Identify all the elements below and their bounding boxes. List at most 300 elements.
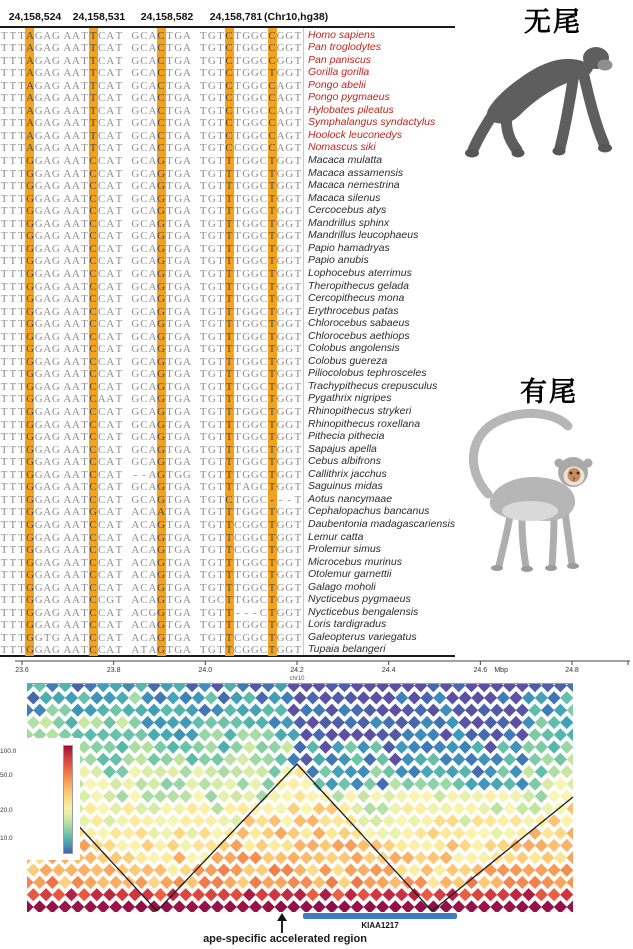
sequence-block: T T TGGTG [0,631,60,644]
alignment-row [0,342,460,355]
species-name: Theropithecus gelada [308,279,409,292]
sequence-block: ATAGTGA [131,644,191,657]
species-name: Daubentonia madagascariensis [308,517,456,530]
colorbar-tick-label: 10.0 [0,835,13,842]
svg-text:24.8: 24.8 [565,667,579,674]
sequence-block: AAT CCAT [63,431,123,444]
sequence-block: GCAC TGA [131,29,191,42]
species-name: Pongo pygmaeus [308,91,390,104]
sequence-block: AAT CCAT [63,443,123,456]
chimpanzee-illustration [447,28,632,168]
alignment-row [0,480,460,493]
sequence-block: AAT CCAT [63,343,123,356]
region-arrow-stem [281,920,283,933]
species-name: Homo sapiens [308,28,376,41]
sequence-block: TGT T - - - C TGGT [199,606,302,619]
sequence-block: AAT CCAT [63,242,123,255]
alignment-row [0,267,460,280]
sequence-block: T T TAGAG [0,42,60,55]
sequence-block: GCAGTGA [131,380,191,393]
sequence-block: AAT CCAT [63,180,123,193]
sequence-block: TGT T TGGC TGGT [199,255,302,268]
sequence-block: AAT CCAT [63,481,123,494]
alignment-row [0,380,460,393]
position-label-2: 24,158,531 [72,11,126,23]
sequence-block: AAT T CAT [63,79,123,92]
sequence-block: AAT CCAT [63,167,123,180]
species-name: Galeopterus variegatus [308,630,417,643]
species-name: Hoolock leuconedys [308,128,402,141]
sequence-block: AAT T CAT [63,129,123,142]
sequence-block: T T TGGAG [0,280,60,293]
position-label-4: 24,158,781 [209,11,263,23]
sequence-block: T T TGGAG [0,393,60,406]
sequence-block: AAT CCAT [63,355,123,368]
sequence-block: T T TAGAG [0,104,60,117]
species-name: Saguinus midas [308,480,383,493]
sequence-block: TGT T TGGC TGGT [199,305,302,318]
sequence-block: TGT C TGGC TGGT [199,67,302,80]
species-name: Rhinopithecus strykeri [308,405,412,417]
sequence-block: TGT T TGGC TGGT [199,293,302,306]
sequence-block: ACAGTGA [131,544,191,557]
alignment-row [0,292,460,305]
sequence-block: AAT CCAT [63,380,123,393]
sequence-block: AAT CCAT [63,556,123,569]
alignment-row [0,91,460,104]
sequence-block: TGT T TGGC TGGT [199,355,302,368]
alignment-row [0,443,460,456]
sequence-block: T T TGGAG [0,518,60,531]
sequence-block: GCAGTGA [131,393,191,406]
position-label-1: 24,158,524 [8,11,62,23]
species-name: Cercopithecus mona [308,292,405,305]
group-label-tailless: 无尾 [524,7,582,37]
colorbar-tick-label: 100.0 [0,748,17,755]
sequence-block: ACAGTGA [131,569,191,582]
sequence-block: TGT C TGGCCAGT [199,129,302,142]
heatmap-cells [27,683,573,912]
sequence-block: AAT CCAT [63,255,123,268]
sequence-block: T T TGGAG [0,619,60,632]
sequence-block: T T TAGAG [0,117,60,130]
sequence-block: GCAC TGA [131,42,191,55]
svg-text:24.0: 24.0 [198,667,213,674]
sequence-block: GCAC TGA [131,104,191,117]
species-name: Mandrillus sphinx [308,216,390,229]
sequence-block: T T TGGAG [0,330,60,343]
sequence-block: T T TAGAG [0,129,60,142]
sequence-block: TGT T TGGC TGGT [199,569,302,582]
sequence-block: T T TGGAG [0,167,60,180]
alignment-row [0,606,460,619]
sequence-block: GCAGTGA [131,406,191,418]
sequence-block: TGT T CGGC TGGT [199,644,302,657]
alignment-row [0,505,460,518]
species-name: Colobus angolensis [308,342,400,355]
species-name: Macaca silenus [308,191,381,204]
sequence-block: GCAGTGA [131,368,191,381]
sequence-block: GCAC TGA [131,129,191,142]
sequence-block: T T TAGAG [0,79,60,92]
sequence-block: GCAGTGA [131,180,191,193]
species-name: Colobus guereza [308,354,388,367]
sequence-block: T T TAGAG [0,92,60,105]
sequence-block: TGT T TGGC TGGT [199,343,302,356]
alignment-row [0,593,460,606]
sequence-block: T T TGGAG [0,230,60,243]
sequence-block: T T TGGAG [0,305,60,318]
alignment-row [0,405,460,418]
sequence-block: TGT C TGGCCAGT [199,92,302,105]
sequence-block: ACAGTGA [131,581,191,594]
species-name: Hylobates pileatus [308,103,394,116]
species-name: Cercocebus atys [308,204,387,217]
sequence-block: T T TGGAG [0,443,60,456]
alignment-row [0,317,460,330]
sequence-block: AAT CCAT [63,619,123,632]
gene-label: KIAA1217 [361,921,399,930]
species-name: Microcebus murinus [308,555,402,568]
sequence-block: AAT CCAT [63,230,123,243]
species-name: Cephalopachus bancanus [308,505,430,518]
region-label: ape-specific accelerated region [203,933,367,945]
sequence-block: T T TGGAG [0,205,60,218]
sequence-block: TGT C TGGCCAGT [199,79,302,92]
alignment-row [0,330,460,343]
species-name: Tupaia belangeri [308,643,386,656]
sequence-block: T T TGGAG [0,180,60,193]
sequence-block: TGT C TGGCCGGT [199,54,302,67]
sequence-block: TGT T TGGC TGGT [199,155,302,167]
sequence-block: TGT T TGGC TGGT [199,619,302,632]
sequence-block: T T TGGAG [0,468,60,481]
colorbar-panel [0,738,80,860]
species-name: Callithrix jacchus [308,467,387,480]
sequence-block: TGC T TGGC TGGT [199,594,302,607]
alignment-row [0,254,460,267]
species-name: Pongo abelii [308,78,366,91]
sequence-block: AAT CCAT [63,544,123,557]
sequence-block: AAT CCAT [63,305,123,318]
sequence-block: T T TGGAG [0,418,60,431]
alignment-row [0,29,460,42]
genome-axis [0,656,633,682]
sequence-block: T T TGGAG [0,242,60,255]
sequence-block: AAT CCAT [63,418,123,431]
species-name: Trachypithecus crepusculus [308,379,438,392]
sequence-block: TGT T CGGC TGGT [199,631,302,644]
alignment-row [0,367,460,380]
sequence-block: AAT CCAT [63,518,123,531]
sequence-block: GCAGTGA [131,205,191,218]
alignment-row [0,430,460,443]
alignment-row [0,79,460,92]
sequence-block: T T TGGAG [0,594,60,607]
sequence-block: T T TGGAG [0,644,60,657]
sequence-block: GCAGTGA [131,255,191,268]
sequence-block: AAT CCAT [63,468,123,481]
sequence-block: T T TGGAG [0,456,60,469]
sequence-block: ACAGTGA [131,518,191,531]
alignment-row [0,493,460,506]
species-name: Chlorocebus aethiops [308,329,410,342]
species-name: Otolemur garnettii [308,568,392,581]
sequence-block: TGT T TGGC TGGT [199,180,302,193]
sequence-block: T T TGGAG [0,406,60,418]
sequence-block: TGT T TGGC TGGT [199,330,302,343]
species-name: Pan troglodytes [308,41,381,54]
sequence-block: GCAGTGA [131,217,191,230]
monkey-illustration [452,402,627,584]
sequence-block: AAT CCAT [63,217,123,230]
sequence-block: T T TGGAG [0,569,60,582]
sequence-block: ACAGTGA [131,556,191,569]
sequence-block: ACAATGA [131,506,191,519]
sequence-block: AAT CCAT [63,606,123,619]
alignment-row [0,116,460,129]
sequence-block: TGT T TGGC TGGT [199,406,302,418]
sequence-block: TGT T TAGC TGGT [199,481,302,494]
species-name: Macaca nemestrina [308,179,400,192]
sequence-block: GCAGTGA [131,167,191,180]
species-name: Lemur catta [308,530,364,543]
sequence-block: GCAGTGA [131,192,191,205]
sequence-block: T T TGGAG [0,556,60,569]
alignment-row [0,455,460,468]
sequence-block: AAT CCAT [63,644,123,657]
sequence-block: AAT CCAT [63,280,123,293]
alignment-row [0,581,460,594]
sequence-block: AAT CCAT [63,155,123,167]
position-label-3: 24,158,582 [140,11,194,23]
sequence-block: TGT C TGGCCAGT [199,104,302,117]
sequence-block: GCAGTGA [131,443,191,456]
sequence-block: TGT T TGGC TGGT [199,443,302,456]
sequence-block: GCAGTGA [131,293,191,306]
species-name: Pithecia pithecia [308,430,385,443]
svg-text:24.6: 24.6 [473,667,488,674]
sequence-block: T T TGGAG [0,431,60,444]
sequence-block: T T TGGAG [0,267,60,280]
svg-text:Mbp: Mbp [494,667,508,674]
sequence-block: T T TGGAG [0,493,60,506]
sequence-block: GCAC TGA [131,54,191,67]
sequence-block: AAT CCAT [63,493,123,506]
sequence-block: T T TGGAG [0,217,60,230]
colorbar-gradient [63,745,73,854]
species-name: Sapajus apella [308,442,377,455]
sequence-block: TGT T TGGC TGGT [199,380,302,393]
sequence-block: AAT T CAT [63,104,123,117]
sequence-block: TGT C TGGCCGGT [199,29,302,42]
alignment-row [0,41,460,54]
sequence-block: ACAGTGA [131,631,191,644]
assembly-label: (Chr10,hg38) [264,11,329,23]
species-name: Gorilla gorilla [308,66,370,79]
alignment-row [0,242,460,255]
sequence-block: T T TGGAG [0,368,60,381]
sequence-block: AAT T CAT [63,117,123,130]
colorbar-tick-label: 20.0 [0,807,13,814]
sequence-block: TGT T TGGC TGGT [199,418,302,431]
sequence-block: GCAGTGA [131,418,191,431]
sequence-block: T T TGGAG [0,581,60,594]
alignment-row [0,129,460,142]
species-name: Nycticebus pygmaeus [308,593,411,606]
species-name: Prolemur simus [308,543,381,556]
sequence-block: TGT T TGGC TGGT [199,318,302,331]
alignment-row [0,305,460,318]
sequence-block: T T TGGAG [0,355,60,368]
species-name: Pygathrix nigripes [308,392,392,405]
sequence-block: T T TAGAG [0,54,60,67]
sequence-block: TGT T TGGC TGGT [199,506,302,519]
sequence-block: ACAGTGA [131,531,191,544]
species-name: Chlorocebus sabaeus [308,317,410,330]
alignment-row [0,141,460,154]
sequence-block: AAT T CAT [63,29,123,42]
sequence-block: GCAGTGA [131,155,191,167]
sequence-block: AAT T CAT [63,67,123,80]
alignment-row [0,468,460,481]
alignment-row [0,568,460,581]
alignment-row [0,104,460,117]
species-name: Papio hamadryas [308,241,390,254]
alignment-row [0,66,460,79]
alignment-row [0,229,460,242]
alignment-row [0,154,460,167]
sequence-block: TGT T CGGC TGGT [199,518,302,531]
sequence-block: GCAGTGA [131,242,191,255]
alignment-row [0,54,460,67]
sequence-block: TGT T CGGC TGGT [199,544,302,557]
svg-text:23.6: 23.6 [15,667,29,674]
svg-text:23.8: 23.8 [106,667,121,674]
sequence-block: T T TGGAG [0,506,60,519]
sequence-block: TGT T TGGC TGGT [199,280,302,293]
alignment-row [0,543,460,556]
sequence-block: GCAGTGA [131,280,191,293]
species-name: Nycticebus bengalensis [308,605,419,618]
sequence-block: T T TGGAG [0,544,60,557]
alignment-row [0,392,460,405]
sequence-block: AAT CCAT [63,368,123,381]
species-name: Macaca assamensis [308,166,404,179]
species-name: Macaca mulatta [308,154,383,166]
sequence-block: AAT CCGT [63,594,123,607]
sequence-block: AAT CCAT [63,631,123,644]
sequence-block: AAT CCAT [63,581,123,594]
sequence-block: TGT T TGGC TGGT [199,468,302,481]
alignment-row [0,167,460,180]
sequence-block: T T TAGAG [0,29,60,42]
sequence-block: AAT CCAT [63,330,123,343]
sequence-block: TGT CCGGCCAGT [199,142,302,155]
alignment-row [0,531,460,544]
species-name: Nomascus siki [308,141,376,154]
species-name: Galago moholi [308,580,376,593]
sequence-block: AAT CCAT [63,267,123,280]
sequence-block: AAT T CAT [63,54,123,67]
sequence-block: TGT T TGGC TGGT [199,230,302,243]
sequence-block: AAT T CAT [63,142,123,155]
species-name: Papio anubis [308,254,369,267]
sequence-block: T T TGGAG [0,255,60,268]
sequence-block: TGT T TGGC TGGT [199,456,302,469]
sequence-block: GCAGTGA [131,481,191,494]
sequence-block: AAT T CAT [63,42,123,55]
group-label-tailed: 有尾 [520,377,578,407]
sequence-block: GCAC TGA [131,142,191,155]
alignment-row [0,518,460,531]
species-name: Rhinopithecus roxellana [308,417,421,430]
alignment-row [0,192,460,205]
sequence-block: TGT C TGGC - - - T [199,493,302,506]
species-name: Aotus nancymaae [308,492,393,505]
sequence-block: AATGCAT [63,506,123,519]
sequence-block: - - AGTGG [133,468,191,481]
species-name: Cebus albifrons [308,455,381,468]
alignment-row [0,618,460,631]
alignment-row [0,217,460,230]
sequence-block: GCAC TGA [131,92,191,105]
sequence-block: GCAGTGA [131,305,191,318]
sequence-block: TGT T CGGC TGGT [199,531,302,544]
sequence-block: GCAGTGA [131,493,191,506]
svg-text:24.2: 24.2 [290,667,304,674]
alignment-row [0,418,460,431]
sequence-block: TGT T TGGC TGGT [199,242,302,255]
sequence-block: AAT T CAT [63,92,123,105]
sequence-block: AAT CCAT [63,456,123,469]
species-name: Loris tardigradus [308,618,387,631]
sequence-block: T T TGGAG [0,192,60,205]
alignment-row [0,643,460,656]
sequence-block: TGT C TGGCCGGT [199,42,302,55]
sequence-block: GCAC TGA [131,67,191,80]
alignment-row [0,204,460,217]
sequence-block: T T TGGAG [0,481,60,494]
sequence-block: GCAGTGA [131,343,191,356]
sequence-block: TGT T TGGC TGGT [199,393,302,406]
sequence-block: GCAGTGA [131,431,191,444]
sequence-block: T T TGGAG [0,155,60,167]
svg-text:24.4: 24.4 [381,667,396,674]
sequence-block: GCAGTGA [131,355,191,368]
sequence-block: TGT T TGGC TGGT [199,267,302,280]
alignment-row [0,556,460,569]
sequence-block: TGT T TGGC TGGT [199,368,302,381]
sequence-block: ACAGTGA [131,594,191,607]
sequence-block: T T TAGAG [0,142,60,155]
sequence-block: AAT CCAT [63,192,123,205]
sequence-block: GCAGTGA [131,456,191,469]
sequence-block: GCAGTGA [131,318,191,331]
sequence-block: GCAGTGA [131,330,191,343]
sequence-block: AAT CCAT [63,406,123,418]
species-name: Erythrocebus patas [308,304,399,317]
sequence-block: AAT CCAT [63,293,123,306]
sequence-block: T T TGGAG [0,343,60,356]
svg-text:chr10: chr10 [289,676,305,682]
species-name: Pan paniscus [308,53,372,66]
species-name: Symphalangus syndactylus [308,116,436,129]
sequence-block: AAT CCAT [63,318,123,331]
alignment-row [0,280,460,293]
hic-heatmap [27,683,573,912]
sequence-block: TGT T TGGC TGGT [199,205,302,218]
